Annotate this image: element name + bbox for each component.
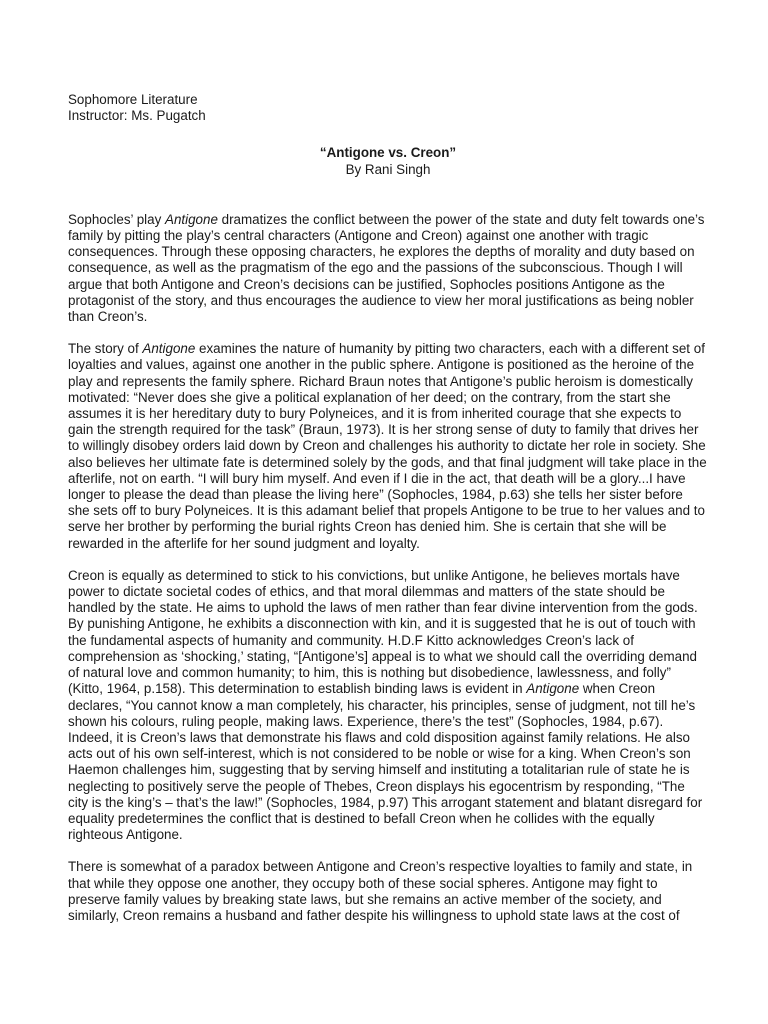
- paragraph-text: examines the nature of humanity by pitting two characters, each with a different set of loyalties and values, against one another in the public sphere. Antigone is positioned as the heroine of the play and represents the family sphere. Richard Braun notes that Antigone’s public heroism is domestically motivated: “Never does she give a political explanation of her deed; on the contrary, from the start she assumes it is her hereditary duty to bury Polyneices, and it is from inherited courage that she expects to gain the strength required for the task” (Braun, 1973). It is her strong sense of duty to family that drives her to willingly disobey orders laid down by Creon and challenges his authority to dictate her role in society. She also believes her ultimate fate is determined solely by the gods, and that final judgment will take place in the afterlife, not on earth. “I will bury him myself. And even if I die in the act, that death will be a glory...I have longer to please the dead than please the living here” (Sophocles, 1984, p.63) she tells her sister before she sets off to bury Polyneices. It is this adamant belief that propels Antigone to be true to her values and to serve her brother by performing the burial rights Creon has denied him. She is certain that she will be rewarded in the afterlife for her sound judgment and loyalty.: [68, 341, 707, 551]
- italic-title-text: Antigone: [142, 341, 196, 357]
- essay-body: [68, 212, 708, 924]
- essay-byline: By Rani Singh: [345, 161, 431, 177]
- paragraph: [68, 568, 708, 843]
- essay-title: “Antigone vs. Creon”: [319, 145, 457, 161]
- paragraph-text: There is somewhat of a paradox between Antigone and Creon’s respective loyalties to family and state, in that while they oppose one another, they occupy both of these social spheres. Antigone may fight to preserve family values by breaking state laws, but she remains an active member of the society, and similarly, Creon remains a husband and father despite his willingness to uphold state laws at the cost of: [68, 859, 693, 923]
- paragraph: [68, 859, 708, 924]
- paragraph: [68, 341, 708, 552]
- paragraph: [68, 212, 708, 325]
- paragraph-text: The story of: [68, 341, 143, 357]
- paragraph-text: when Creon declares, “You cannot know a man completely, his character, his principles, sense of judgment, not till he’s shown his colours, ruling people, making laws. Experience, there’s the test” (Sophocles, 1984, p.67). Indeed, it is Creon’s laws that demonstrate his flaws and cold disposition against family relations. He also acts out of his own self-interest, which is not considered to be noble or wise for a king. When Creon’s son Haemon challenges him, suggesting that by serving himself and instituting a totalitarian rule of state he is neglecting to positively serve the people of Thebes, Creon displays his egocentrism by responding, “The city is the king’s – that’s the law!” (Sophocles, 1984, p.97) This arrogant statement and blatant disregard for equality predetermines the conflict that is destined to befall Creon when he collides with the equally righteous Antigone.: [68, 681, 703, 843]
- title-block: [68, 145, 708, 177]
- italic-title-text: Antigone: [165, 211, 218, 227]
- document-page: [68, 92, 708, 924]
- paragraph-text: dramatizes the conflict between the power of the state and duty felt towards one’s family by pitting the play’s central characters (Antigone and Creon) against one another with tragic consequences. Through these opposing characters, he explores the depths of morality and duty based on consequence, as well as the pragmatism of the ego and the passions of the subconscious. Though I will argue that both Antigone and Creon’s decisions can be justified, Sophocles positions Antigone as the protagonist of the story, and thus encourages the audience to view her moral justifications as being nobler than Creon’s.: [68, 211, 705, 325]
- italic-title-text: Antigone: [526, 681, 580, 697]
- paragraph-text: Creon is equally as determined to stick to his convictions, but unlike Antigone, he believes mortals have power to dictate societal codes of ethics, and that moral dilemmas and matters of the state should be handled by the state. He aims to uphold the laws of men rather than fear divine intervention from the gods. By punishing Antigone, he exhibits a disconnection with kin, and it is suggested that he is out of touch with the fundamental aspects of humanity and community. H.D.F Kitto acknowledges Creon’s lack of comprehension as ‘shocking,’ stating, “[Antigone’s] appeal is to what we should call the overriding demand of natural love and common humanity; to him, this is nothing but disobedience, lawlessness, and folly” (Kitto, 1964, p.158). This determination to establish binding laws is evident in: [68, 567, 698, 697]
- paragraph-text: Sophocles’ play: [68, 211, 166, 227]
- course-name: Sophomore Literature: [68, 92, 198, 107]
- instructor-name: Instructor: Ms. Pugatch: [68, 108, 206, 124]
